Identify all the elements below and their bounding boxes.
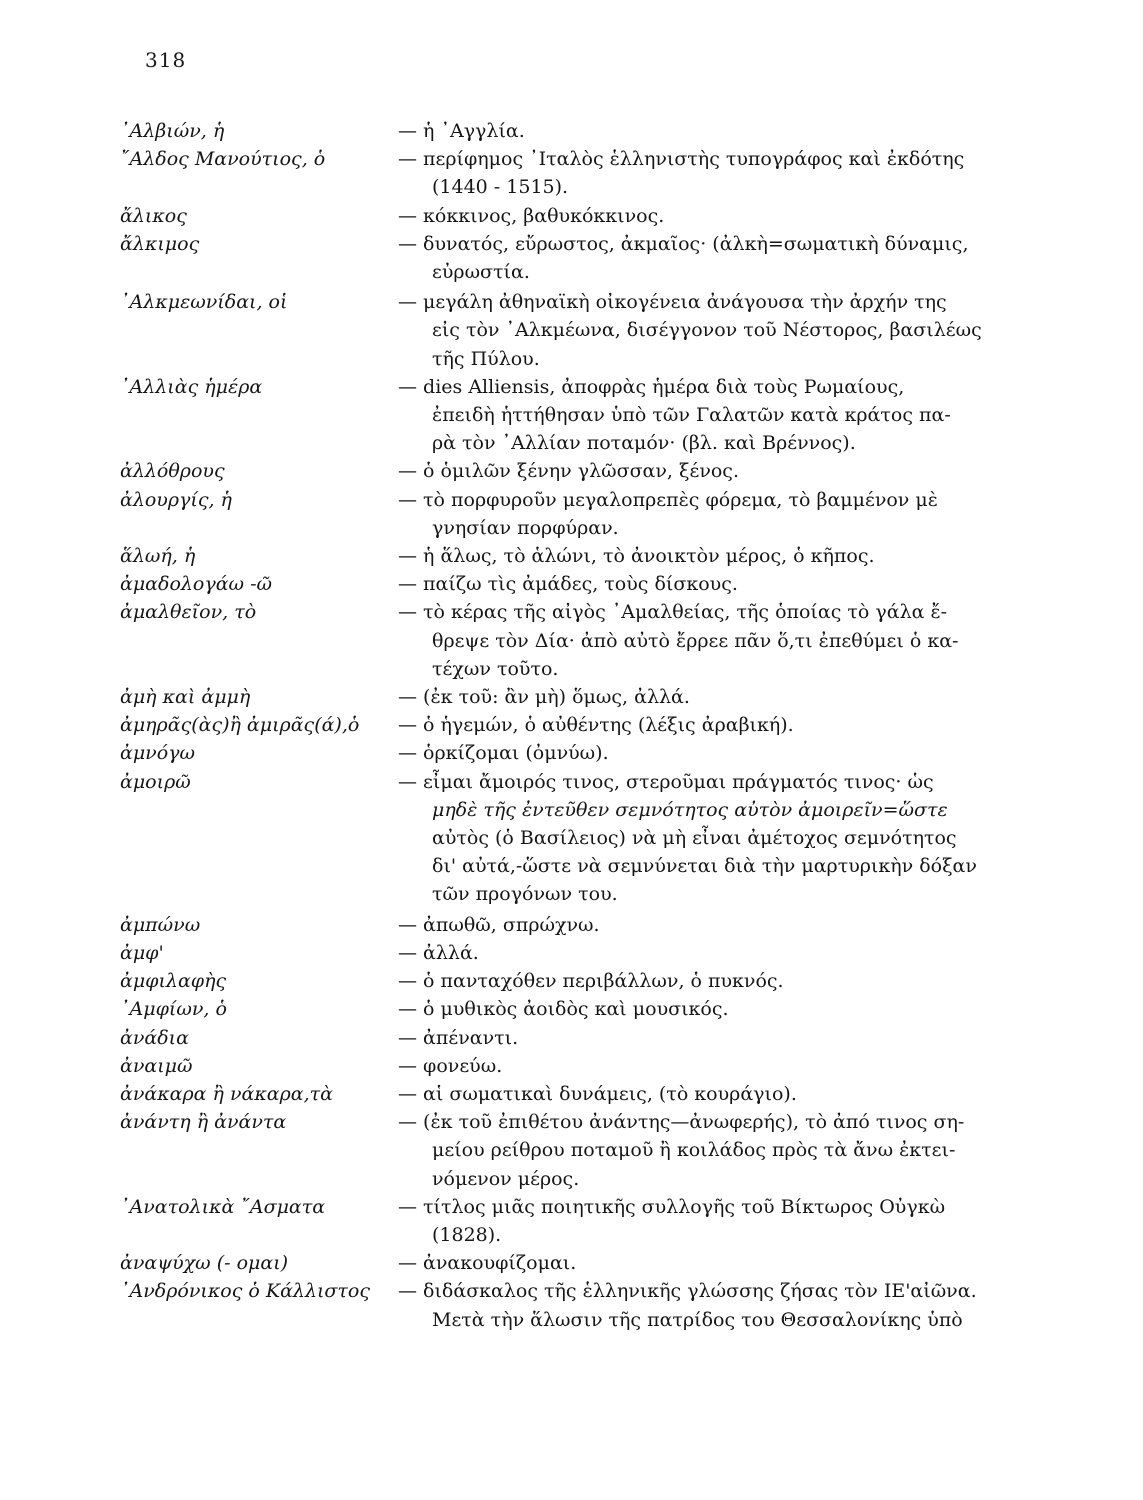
entry-definition: [398, 711, 1020, 739]
entry-term: ἀλλόθρους: [120, 460, 225, 483]
definition-line: εἰς τὸν ᾿Αλκμέωνα, δισέγγονον τοῦ Νέστορος, βασιλέως: [432, 319, 982, 342]
entry-term: ἀμνόγω: [120, 742, 196, 765]
glossary-entry: [120, 570, 1020, 598]
entry-term: ᾿Αλλιὰς ἡμέρα: [120, 375, 263, 398]
entry-term: ἀναιμῶ: [120, 1054, 193, 1077]
entry-definition: [398, 373, 1020, 458]
definition-line: — ἡ ἅλως, τὸ ἁλώνι, τὸ ἀνοικτὸν μέρος, ὁ κῆπος.: [398, 542, 1020, 570]
glossary-entry: [120, 1108, 1020, 1193]
entry-term: ᾿Αλβιών, ἡ: [120, 120, 225, 142]
definition-line: αὐτὸς (ὁ Βασίλειος) νὰ μὴ εἶναι ἀμέτοχος σεμνότητος: [432, 827, 957, 850]
entry-term: ἀμφ': [120, 941, 164, 964]
definition-line: ἐπειδὴ ἡττήθησαν ὑπὸ τῶν Γαλατῶν κατὰ κράτος πα-: [432, 404, 951, 427]
entry-definition: [398, 1277, 1020, 1333]
glossary-entry: [120, 486, 1020, 542]
entry-term: ἄλκιμος: [120, 232, 200, 255]
definition-line: — αἱ σωματικαὶ δυνάμεις, (τὸ κουράγιο).: [398, 1080, 1020, 1108]
definition-line: — ὁρκίζομαι (ὀμνύω).: [398, 739, 1020, 767]
entry-definition: [398, 939, 1020, 967]
glossary-entry: [120, 967, 1020, 995]
entry-definition: [398, 911, 1020, 939]
definition-line: δι' αὐτά,-ὥστε νὰ σεμνύνεται διὰ τὴν μαρτυρικὴν δόξαν: [432, 855, 977, 878]
entry-term: ἀμαδολογάω -ῶ: [120, 573, 272, 596]
definition-line: — ὁ μυθικὸς ἀοιδὸς καὶ μουσικός.: [398, 995, 1020, 1023]
glossary-entry: [120, 1193, 1020, 1249]
entry-term: ἀμφιλαφὴς: [120, 970, 227, 993]
entry-term: ἅλωή, ἡ: [120, 545, 196, 568]
glossary-list: [120, 117, 1020, 1334]
definition-line: — μεγάλη ἀθηναϊκὴ οἰκογένεια ἀνάγουσα τὴν ἀρχήν της: [398, 288, 1020, 316]
glossary-entry: [120, 230, 1020, 286]
entry-term: ᾿Αλκμεωνίδαι, οἱ: [120, 291, 288, 314]
definition-line: — τίτλος μιᾶς ποιητικῆς συλλογῆς τοῦ Βίκτωρος Οὐγκὼ: [398, 1193, 1020, 1221]
entry-term: ἀμαλθεῖον, τὸ: [120, 601, 257, 624]
definition-line: — περίφημος ᾿Ιταλὸς ἑλληνιστὴς τυπογράφος καὶ ἐκδότης: [398, 145, 1020, 173]
definition-line: — τὸ πορφυροῦν μεγαλοπρεπὲς φόρεμα, τὸ βαμμένον μὲ: [398, 486, 1020, 514]
entry-term: ἀμπώνω: [120, 913, 201, 936]
glossary-entry: [120, 711, 1020, 739]
definition-line: Μετὰ τὴν ἅλωσιν τῆς πατρίδος του Θεσσαλονίκης ὑπὸ: [432, 1308, 963, 1331]
definition-line: — ἀπέναντι.: [398, 1024, 1020, 1052]
definition-line: — εἶμαι ἄμοιρός τινος, στεροῦμαι πράγματός τινος· ὡς: [398, 768, 1020, 796]
entry-term: ἀνάκαρα ἢ νάκαρα,τὰ: [120, 1082, 334, 1105]
entry-definition: [398, 1193, 1020, 1249]
entry-definition: [398, 995, 1020, 1023]
glossary-entry: [120, 1277, 1020, 1333]
glossary-entry: [120, 1080, 1020, 1108]
definition-line: — (ἐκ τοῦ ἐπιθέτου ἀνάντης—ἀνωφερής), τὸ ἀπό τινος ση-: [398, 1108, 1020, 1136]
entry-term: ᾿Αμφίων, ὁ: [120, 998, 227, 1021]
entry-definition: [398, 202, 1020, 230]
entry-term: ἀμοιρῶ: [120, 770, 191, 793]
entry-term: ᾿Ανατολικὰ ῎Ασματα: [120, 1195, 326, 1218]
glossary-entry: [120, 911, 1020, 939]
entry-definition: [398, 570, 1020, 598]
entry-term: ἀλουργίς, ἡ: [120, 488, 232, 511]
glossary-entry: [120, 683, 1020, 711]
definition-line: — ἡ ᾿Αγγλία.: [398, 117, 1020, 145]
definition-line: — ὁ πανταχόθεν περιβάλλων, ὁ πυκνός.: [398, 967, 1020, 995]
definition-line: τῶν προγόνων του.: [432, 883, 618, 906]
definition-line: θρεψε τὸν Δία· ἀπὸ αὐτὸ ἔρρεε πᾶν ὅ,τι ἐπεθύμει ὁ κα-: [432, 629, 959, 652]
entry-definition: [398, 1108, 1020, 1193]
entry-definition: [398, 739, 1020, 767]
glossary-entry: [120, 939, 1020, 967]
entry-definition: [398, 768, 1020, 909]
definition-line: — (ἐκ τοῦ: ἂν μὴ) ὅμως, ἀλλά.: [398, 683, 1020, 711]
definition-line: — ἀπωθῶ, σπρώχνω.: [398, 911, 1020, 939]
entry-definition: [398, 1052, 1020, 1080]
entry-definition: [398, 1249, 1020, 1277]
definition-line: — κόκκινος, βαθυκόκκινος.: [398, 202, 1020, 230]
page-number: 318: [145, 48, 187, 72]
definition-line: νόμενον μέρος.: [432, 1167, 580, 1190]
entry-term: ἄλικος: [120, 204, 187, 227]
glossary-entry: [120, 457, 1020, 485]
glossary-entry: [120, 373, 1020, 458]
definition-line: τέχων τοῦτο.: [432, 657, 559, 680]
definition-line: — δυνατός, εὔρωστος, ἀκμαῖος· (ἀλκὴ=σωματικὴ δύναμις,: [398, 230, 1020, 258]
entry-term: ῎Αλδος Μανούτιος, ὁ: [120, 148, 326, 171]
entry-term: ἀνάντη ἢ ἀνάντα: [120, 1111, 287, 1134]
entry-definition: [398, 145, 1020, 201]
glossary-entry: [120, 202, 1020, 230]
glossary-entry: [120, 1052, 1020, 1080]
entry-definition: [398, 1080, 1020, 1108]
entry-term: ἀνάδια: [120, 1026, 189, 1049]
definition-line: — ὁ ἡγεμών, ὁ αὐθέντης (λέξις ἀραβική).: [398, 711, 1020, 739]
definition-line: (1828).: [432, 1223, 502, 1246]
glossary-entry: [120, 117, 1020, 145]
entry-definition: [398, 1024, 1020, 1052]
definition-line: — παίζω τὶς ἀμάδες, τοὺς δίσκους.: [398, 570, 1020, 598]
glossary-entry: [120, 542, 1020, 570]
entry-term: ἀναψύχω (- ομαι): [120, 1252, 289, 1275]
definition-line: τῆς Πύλου.: [432, 347, 540, 370]
definition-line: — φονεύω.: [398, 1052, 1020, 1080]
glossary-entry: [120, 1024, 1020, 1052]
definition-line: μηδὲ τῆς ἐντεῦθεν σεμνότητος αὐτὸν ἀμοιρεῖν=ὥστε: [432, 798, 948, 821]
glossary-entry: [120, 598, 1020, 683]
definition-line: — ὁ ὁμιλῶν ξένην γλῶσσαν, ξένος.: [398, 457, 1020, 485]
glossary-entry: [120, 768, 1020, 909]
entry-definition: [398, 598, 1020, 683]
entry-definition: [398, 288, 1020, 373]
definition-line: — ἀνακουφίζομαι.: [398, 1249, 1020, 1277]
definition-line: — ἀλλά.: [398, 939, 1020, 967]
definition-line: — τὸ κέρας τῆς αἰγὸς ᾿Αμαλθείας, τῆς ὁποίας τὸ γάλα ἔ-: [398, 598, 1020, 626]
definition-line: εὐρωστία.: [432, 261, 530, 284]
entry-term: ἀμὴ καὶ ἀμμὴ: [120, 686, 251, 709]
definition-line: ρὰ τὸν ᾿Αλλίαν ποταμόν· (βλ. καὶ Βρέννος).: [432, 432, 856, 455]
entry-definition: [398, 542, 1020, 570]
entry-definition: [398, 117, 1020, 145]
definition-line: (1440 - 1515).: [432, 176, 569, 199]
glossary-entry: [120, 995, 1020, 1023]
entry-definition: [398, 486, 1020, 542]
entry-definition: [398, 457, 1020, 485]
glossary-entry: [120, 288, 1020, 373]
entry-term: ᾿Ανδρόνικος ὁ Κάλλιστος: [120, 1280, 370, 1303]
definition-line: μείου ρείθρου ποταμοῦ ἢ κοιλάδος πρὸς τὰ ἄνω ἐκτει-: [432, 1139, 956, 1162]
entry-definition: [398, 683, 1020, 711]
glossary-entry: [120, 145, 1020, 201]
glossary-entry: [120, 1249, 1020, 1277]
definition-line: — διδάσκαλος τῆς ἑλληνικῆς γλώσσης ζήσας τὸν ΙΕ'αἰῶνα.: [398, 1277, 1020, 1305]
entry-definition: [398, 230, 1020, 286]
glossary-entry: [120, 739, 1020, 767]
entry-term: ἀμηρᾶς(ὰς)ἢ ἀμιρᾶς(ά),ὁ: [120, 714, 360, 737]
definition-line: γνησίαν πορφύραν.: [432, 516, 619, 539]
entry-definition: [398, 967, 1020, 995]
definition-line: — dies Alliensis, ἀποφρὰς ἡμέρα διὰ τοὺς Ρωμαίους,: [398, 373, 1020, 401]
